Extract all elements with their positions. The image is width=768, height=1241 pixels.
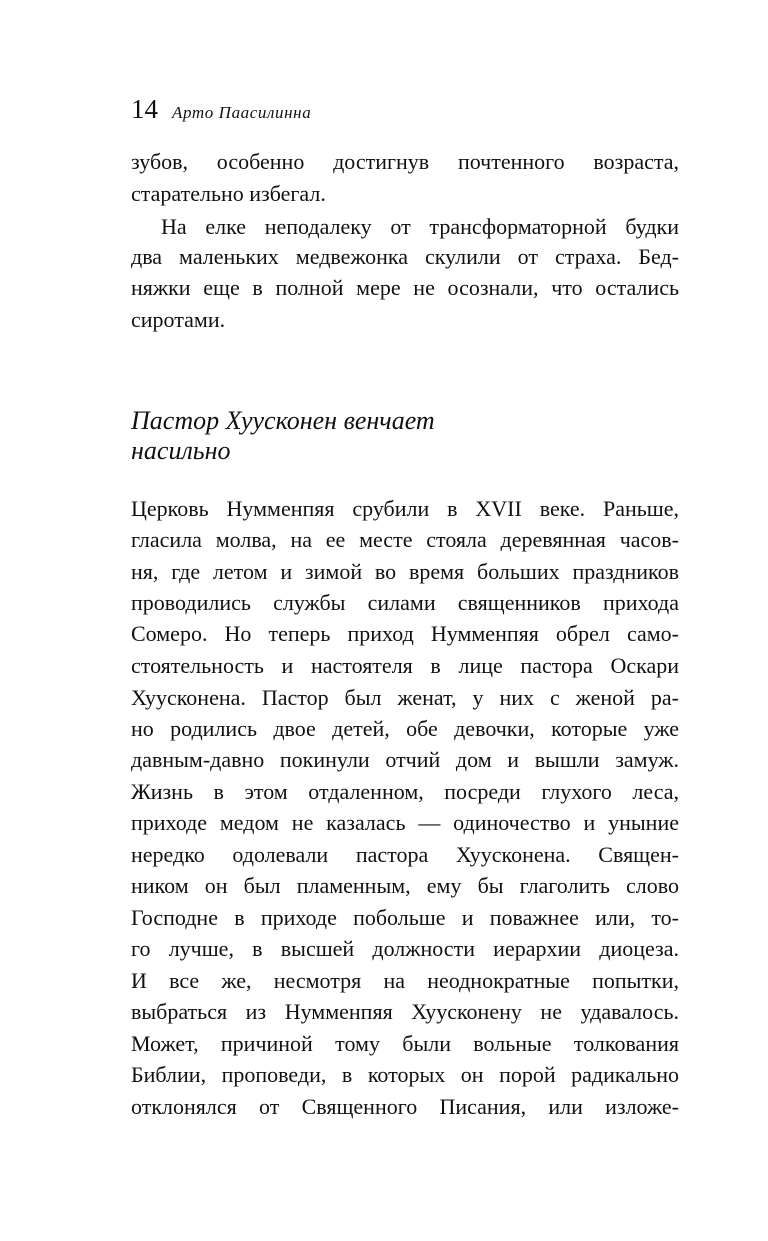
page-number: 14 (131, 94, 158, 124)
text-line: нередко одолевали пастора Хуусконена. Священ- (131, 842, 679, 867)
text-line: но родились двое детей, обе девочки, которые уже (131, 716, 679, 741)
text-line: ня, где летом и зимой во время больших праздников (131, 559, 679, 584)
text-line: Хуусконена. Пастор был женат, у них с женой ра- (131, 685, 679, 710)
text-line: гласила молва, на ее месте стояла деревянная часов- (131, 527, 679, 552)
text-line: выбраться из Нумменпяя Хуусконену не удавалось. (131, 999, 679, 1024)
text-line: Библии, проповеди, в которых он порой радикально (131, 1062, 679, 1087)
text-line: старательно избегал. (131, 181, 326, 206)
text-line: Господне в приходе побольше и поважнее или, то- (131, 905, 679, 930)
text-line: отклонялся от Священного Писания, или изложе- (131, 1094, 679, 1119)
text-line: няжки еще в полной мере не осознали, что остались (131, 275, 679, 300)
text-line: давным-давно покинули отчий дом и вышли замуж. (131, 747, 679, 772)
text-line: го лучше, в высшей должности иерархии диоцеза. (131, 936, 679, 961)
text-line: Сомеро. Но теперь приход Нумменпяя обрел само- (131, 621, 679, 646)
text-line: На елке неподалеку от трансформаторной будки (161, 214, 679, 239)
text-line: Может, причиной тому были вольные толкования (131, 1031, 679, 1056)
text-line: стоятельность и настоятеля в лице пастора Оскари (131, 653, 679, 678)
chapter-heading-line: насильно (131, 436, 231, 465)
text-line: проводились службы силами священников прихода (131, 590, 679, 615)
author-name: Арто Паасилинна (172, 103, 312, 122)
text-line: Жизнь в этом отдаленном, посреди глухого леса, (131, 779, 679, 804)
running-head (131, 94, 311, 130)
text-line: приходе медом не казалась — одиночество и уныние (131, 810, 679, 835)
text-line: сиротами. (131, 307, 226, 332)
text-line: Церковь Нумменпяя срубили в XVII веке. Раньше, (131, 496, 679, 521)
text-line: зубов, особенно достигнув почтенного возраста, (131, 149, 679, 174)
text-line: И все же, несмотря на неоднократные попытки, (131, 968, 679, 993)
chapter-heading-line: Пастор Хуусконен венчает (131, 406, 435, 435)
text-line: два маленьких медвежонка скулили от страха. Бед- (131, 244, 679, 269)
text-line: ником он был пламенным, ему бы глаголить слово (131, 873, 679, 898)
